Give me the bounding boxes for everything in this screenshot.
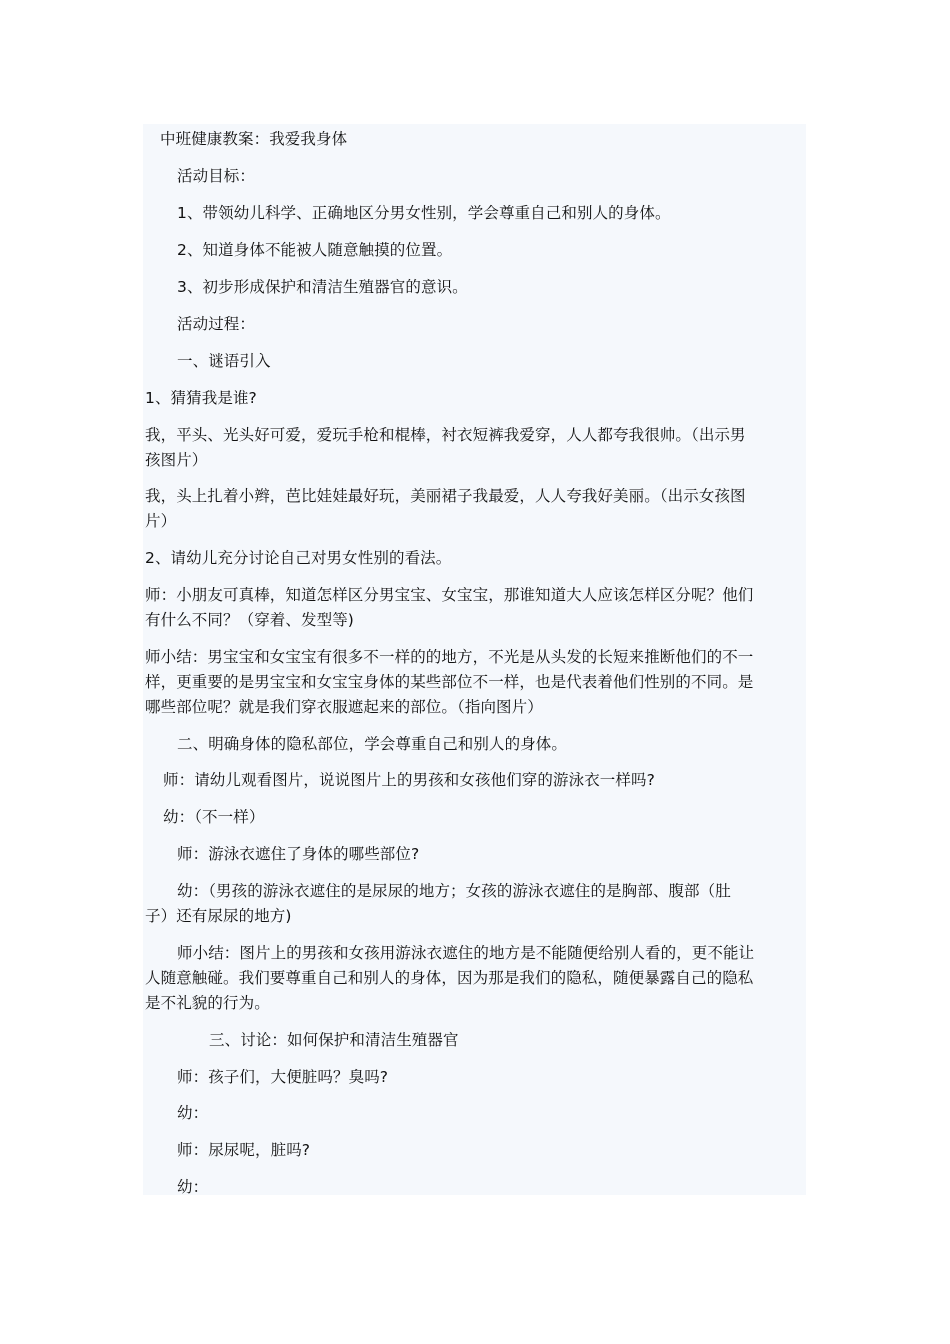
paragraph: 样，更重要的是男宝宝和女宝宝身体的某些部位不一样，也是代表着他们性别的不同。是 (145, 673, 754, 691)
paragraph: 幼：（不一样） (163, 808, 265, 826)
paragraph: 我，平头、光头好可爱，爱玩手枪和棍棒，衬衣短裤我爱穿，人人都夸我很帅。（出示男 (145, 426, 746, 444)
paragraph: 幼：（男孩的游泳衣遮住的是尿尿的地方；女孩的游泳衣遮住的是胸部、腹部（肚 (177, 882, 731, 900)
paragraph: 哪些部位呢？就是我们穿衣服遮起来的部位。（指向图片） (145, 698, 543, 716)
section-heading: 三、讨论：如何保护和清洁生殖器官 (209, 1031, 459, 1049)
paragraph: 子）还有尿尿的地方) (145, 907, 292, 925)
goal-item: 1、带领幼儿科学、正确地区分男女性别，学会尊重自己和别人的身体。 (177, 204, 671, 222)
paragraph: 片） (145, 512, 177, 530)
paragraph: 师小结：图片上的男孩和女孩用游泳衣遮住的地方是不能随便给别人看的，更不能让 (177, 944, 755, 962)
paragraph: 我，头上扎着小辫，芭比娃娃最好玩，美丽裙子我最爱，人人夸我好美丽。（出示女孩图 (145, 487, 746, 505)
paragraph: 孩图片） (145, 451, 208, 469)
section-heading: 二、明确身体的隐私部位，学会尊重自己和别人的身体。 (177, 735, 568, 753)
paragraph: 1、猜猜我是谁? (145, 389, 257, 407)
process-heading: 活动过程： (177, 315, 256, 333)
paragraph: 师小结：男宝宝和女宝宝有很多不一样的的地方，不光是从头发的长短来推断他们的不一 (145, 648, 754, 666)
goals-heading: 活动目标： (177, 167, 256, 185)
paragraph: 师：小朋友可真棒，知道怎样区分男宝宝、女宝宝，那谁知道大人应该怎样区分呢？他们 (145, 586, 754, 604)
goal-item: 3、初步形成保护和清洁生殖器官的意识。 (177, 278, 468, 296)
section-heading: 一、谜语引入 (177, 352, 271, 370)
paragraph: 2、请幼儿充分讨论自己对男女性别的看法。 (145, 549, 452, 567)
goal-item: 2、知道身体不能被人随意触摸的位置。 (177, 241, 453, 259)
paragraph: 师：孩子们，大便脏吗？臭吗? (177, 1068, 389, 1086)
paragraph: 是不礼貌的行为。 (145, 994, 270, 1012)
paragraph: 师：请幼儿观看图片，说说图片上的男孩和女孩他们穿的游泳衣一样吗? (163, 771, 655, 789)
paragraph: 师：游泳衣遮住了身体的哪些部位? (177, 845, 420, 863)
paragraph: 人随意触碰。我们要尊重自己和别人的身体，因为那是我们的隐私，随便暴露自己的隐私 (145, 969, 754, 987)
paragraph: 师：尿尿呢，脏吗? (177, 1141, 311, 1159)
document-title: 中班健康教案：我爱我身体 (160, 130, 348, 148)
paragraph: 幼： (177, 1178, 209, 1196)
paragraph: 有什么不同？（穿着、发型等) (145, 611, 354, 629)
paragraph: 幼： (177, 1104, 209, 1122)
